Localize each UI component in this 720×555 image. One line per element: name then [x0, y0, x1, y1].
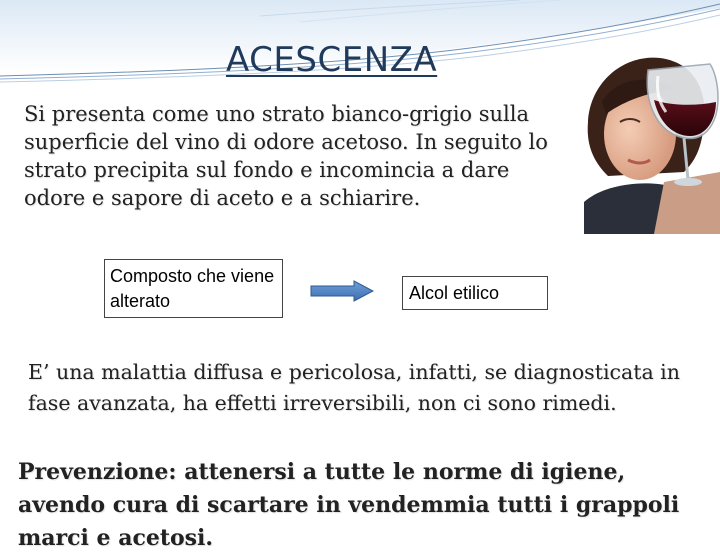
target-compound-box: Alcol etilico — [402, 276, 548, 310]
prevention-paragraph: Prevenzione: attenersi a tutte le norme di igiene, avendo cura di scartare in vendemmia tutti i grappoli marci e acetosi. — [18, 459, 680, 551]
disease-description-paragraph: E’ una malattia diffusa e pericolosa, infatti, se diagnosticata in fase avanzata, ha effetti irreversibili, non ci sono rimedi. — [28, 360, 680, 415]
wine-tasting-photo — [584, 52, 720, 234]
intro-paragraph: Si presenta come uno strato bianco-grigio sulla superficie del vino di odore acetoso. In seguito lo strato precipita sul fondo e incomincia a dare odore e sapore di aceto e a schiarire. — [24, 102, 548, 210]
slide-title: ACESCENZA — [226, 40, 438, 80]
arrow-right-icon — [310, 280, 374, 302]
source-compound-box: Composto che viene alterato — [104, 259, 283, 318]
